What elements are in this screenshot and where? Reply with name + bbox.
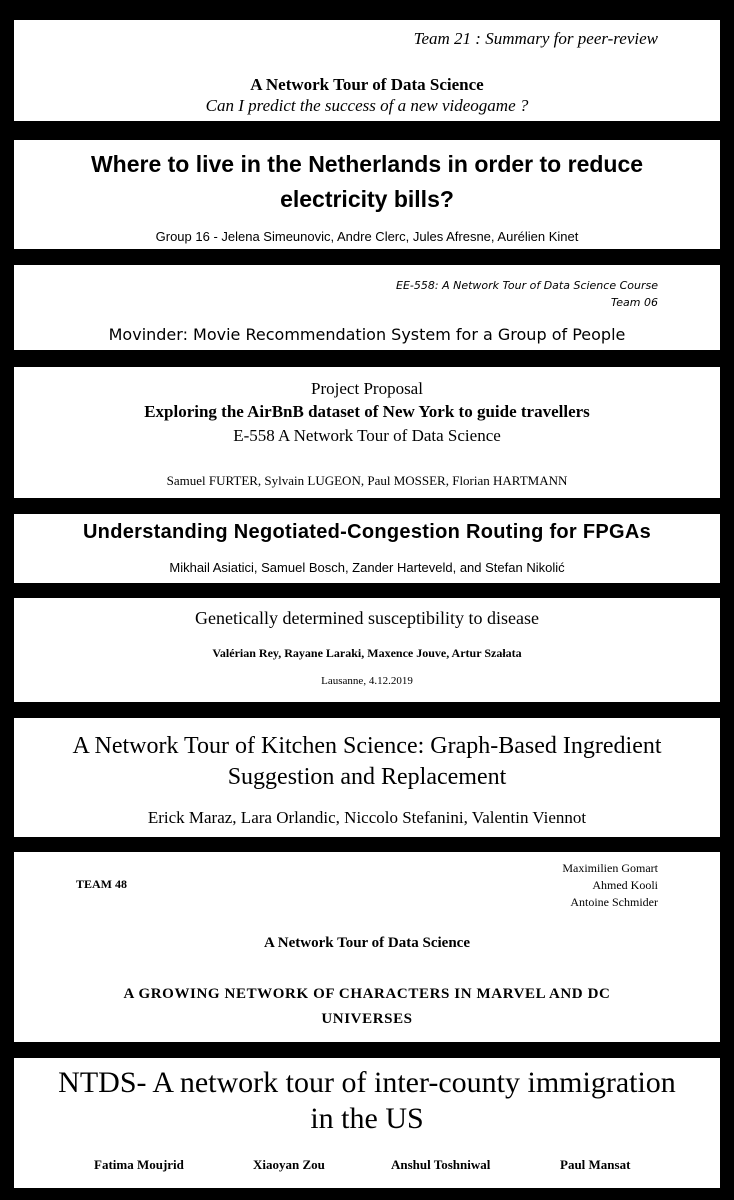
card-member: Maximilien Gomart xyxy=(562,861,658,875)
card-authors: Group 16 - Jelena Simeunovic, Andre Clerc, Jules Afresne, Aurélien Kinet xyxy=(155,229,579,244)
card-title: Genetically determined susceptibility to disease xyxy=(195,608,539,628)
card-author: Anshul Toshniwal xyxy=(391,1157,491,1172)
card-title-line-2: electricity bills? xyxy=(280,186,454,212)
card-team48 xyxy=(14,852,720,1042)
card-title: Movinder: Movie Recommendation System for a Group of People xyxy=(108,325,626,344)
card-title-line-1: NTDS- A network tour of inter-county immigration xyxy=(58,1066,676,1099)
card-author: Xiaoyan Zou xyxy=(253,1157,325,1172)
card-place-date: Lausanne, 4.12.2019 xyxy=(321,675,413,687)
card-authors: Samuel FURTER, Sylvain LUGEON, Paul MOSSER, Florian HARTMANN xyxy=(166,473,568,488)
card-title: Understanding Negotiated-Congestion Routing for FPGAs xyxy=(82,521,652,543)
card-team21 xyxy=(14,20,720,121)
card-authors: Erick Maraz, Lara Orlandic, Niccolo Stefanini, Valentin Viennot xyxy=(147,808,587,827)
card-title-line-1: Where to live in the Netherlands in order to reduce xyxy=(90,151,644,177)
card-title-line-1: A Network Tour of Kitchen Science: Graph-Based Ingredient xyxy=(72,733,662,759)
card-title-line-1: A GROWING NETWORK OF CHARACTERS IN MARVEL AND DC xyxy=(123,986,611,1002)
card-member: Ahmed Kooli xyxy=(592,878,658,892)
card-title-line-2: UNIVERSES xyxy=(321,1011,413,1027)
card-title-line-2: Suggestion and Replacement xyxy=(227,764,507,790)
card-airbnb xyxy=(14,367,720,498)
card-team: Team 06 xyxy=(610,296,658,309)
card-team: TEAM 48 xyxy=(76,877,127,891)
card-authors: Valérian Rey, Rayane Laraki, Maxence Jouve, Artur Szałata xyxy=(212,646,522,660)
card-genetics xyxy=(14,598,720,702)
card-kitchen xyxy=(14,718,720,837)
card-title-line-2: in the US xyxy=(310,1102,424,1135)
card-fpga xyxy=(14,514,720,583)
card-title: Exploring the AirBnB dataset of New York to guide travellers xyxy=(144,402,590,421)
card-subtitle: Can I predict the success of a new videogame ? xyxy=(205,96,529,115)
card-course: A Network Tour of Data Science xyxy=(264,935,470,951)
card-member: Antoine Schmider xyxy=(570,895,658,909)
card-team06 xyxy=(14,265,720,350)
card-authors: Mikhail Asiatici, Samuel Bosch, Zander Harteveld, and Stefan Nikolić xyxy=(169,560,565,575)
card-course: E-558 A Network Tour of Data Science xyxy=(233,426,501,445)
card-course: EE-558: A Network Tour of Data Science Course xyxy=(396,279,658,292)
card-group16 xyxy=(14,140,720,249)
card-kind: Project Proposal xyxy=(311,379,423,398)
card-immigration xyxy=(14,1058,720,1188)
card-author: Fatima Moujrid xyxy=(94,1157,184,1172)
card-title: A Network Tour of Data Science xyxy=(250,75,484,94)
card-header: Team 21 : Summary for peer-review xyxy=(413,29,658,48)
card-author: Paul Mansat xyxy=(560,1157,631,1172)
